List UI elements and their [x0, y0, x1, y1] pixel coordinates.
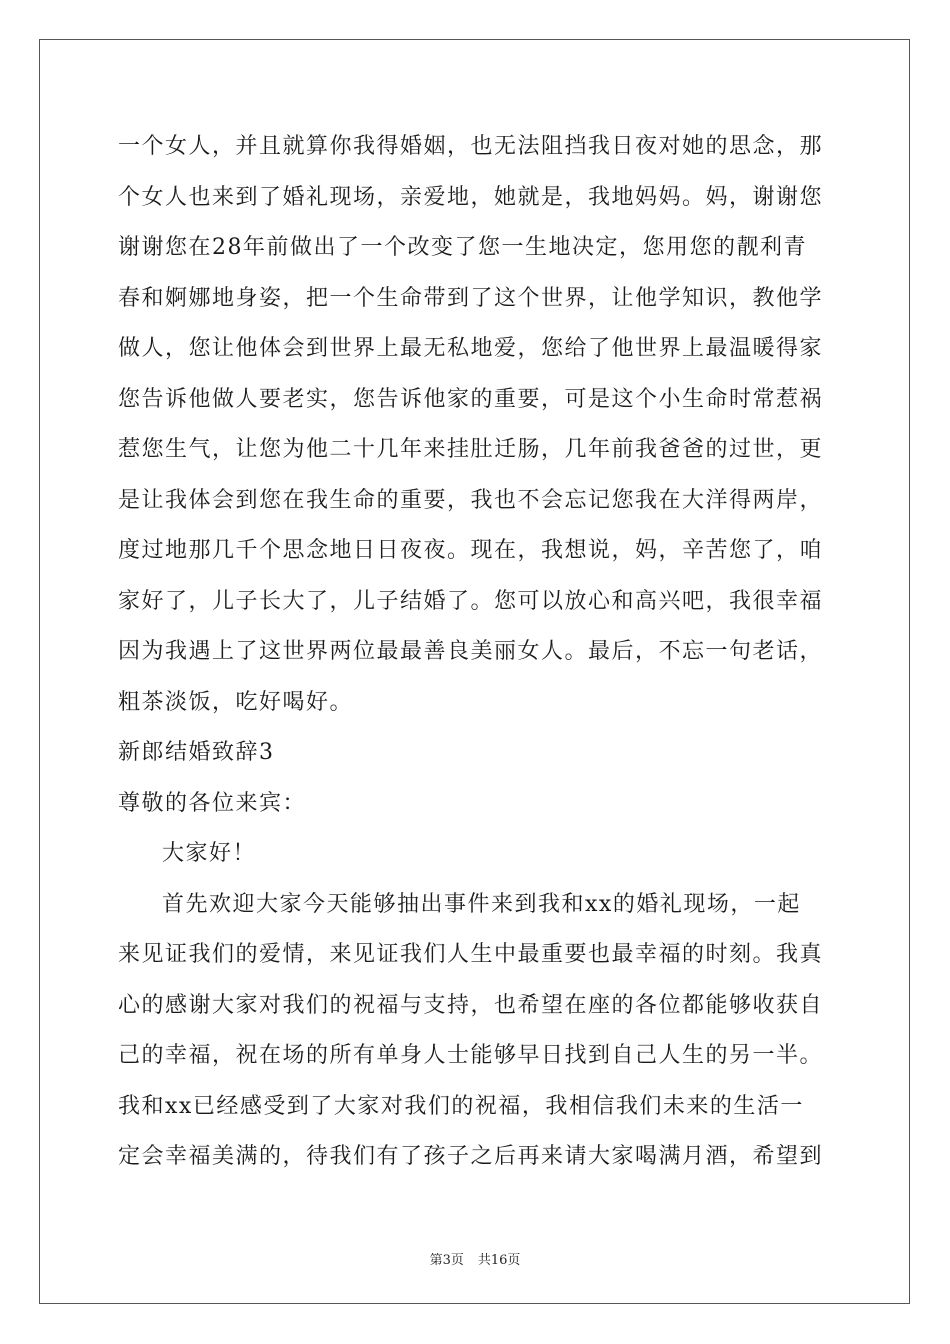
text-line: 心的感谢大家对我们的祝福与支持，也希望在座的各位都能够收获自 — [118, 992, 824, 1018]
text-line: 惹您生气，让您为他二十几年来挂肚迁肠，几年前我爸爸的过世，更 — [118, 437, 824, 462]
salutation: 尊敬的各位来宾： — [118, 790, 307, 816]
text-line: 己的幸福，祝在场的所有单身人士能够早日找到自己人生的另一半。 — [118, 1043, 824, 1068]
text-line: 来见证我们的爱情，来见证我们人生中最重要也最幸福的时刻。我真 — [118, 942, 824, 967]
page-total: 共16页 — [477, 1253, 521, 1268]
text-line: 春和婀娜地身姿，把一个生命带到了这个世界，让他学知识，教他学 — [118, 285, 824, 311]
text-line: 谢谢您在28年前做出了一个改变了您一生地决定，您用您的靓利青 — [118, 235, 807, 260]
text-line: 是让我体会到您在我生命的重要，我也不会忘记您我在大洋得两岸， — [118, 487, 824, 513]
text-line: 一个女人，并且就算你我得婚姻，也无法阻挡我日夜对她的思念，那 — [118, 134, 824, 159]
text-line: 定会幸福美满的，待我们有了孩子之后再来请大家喝满月酒，希望到 — [118, 1144, 824, 1169]
page-number: 第3页 — [429, 1253, 464, 1268]
text-line: 度过地那几千个思念地日日夜夜。现在，我想说，妈，辛苦您了，咱 — [118, 538, 824, 563]
text-line: 家好了，儿子长大了，儿子结婚了。您可以放心和高兴吧，我很幸福 — [118, 588, 824, 614]
text-line: 我和xx已经感受到了大家对我们的祝福，我相信我们未来的生活一 — [118, 1093, 804, 1119]
text-line: 因为我遇上了这世界两位最最善良美丽女人。最后，不忘一句老话， — [118, 639, 824, 664]
document-body — [118, 122, 838, 1183]
text-line: 您告诉他做人要老实，您告诉他家的重要，可是这个小生命时常惹祸 — [118, 386, 824, 412]
text-line: 粗茶淡饭，吃好喝好。 — [118, 689, 354, 715]
page-footer — [0, 1249, 950, 1268]
text-line: 个女人也来到了婚礼现场，亲爱地，她就是，我地妈妈。妈，谢谢您 — [118, 184, 824, 210]
greeting: 大家好！ — [162, 841, 257, 866]
text-line: 做人，您让他体会到世界上最无私地爱，您给了他世界上最温暖得家 — [118, 336, 824, 361]
section-heading: 新郎结婚致辞3 — [118, 740, 275, 765]
paragraph-start: 首先欢迎大家今天能够抽出事件来到我和xx的婚礼现场，一起 — [162, 891, 801, 917]
